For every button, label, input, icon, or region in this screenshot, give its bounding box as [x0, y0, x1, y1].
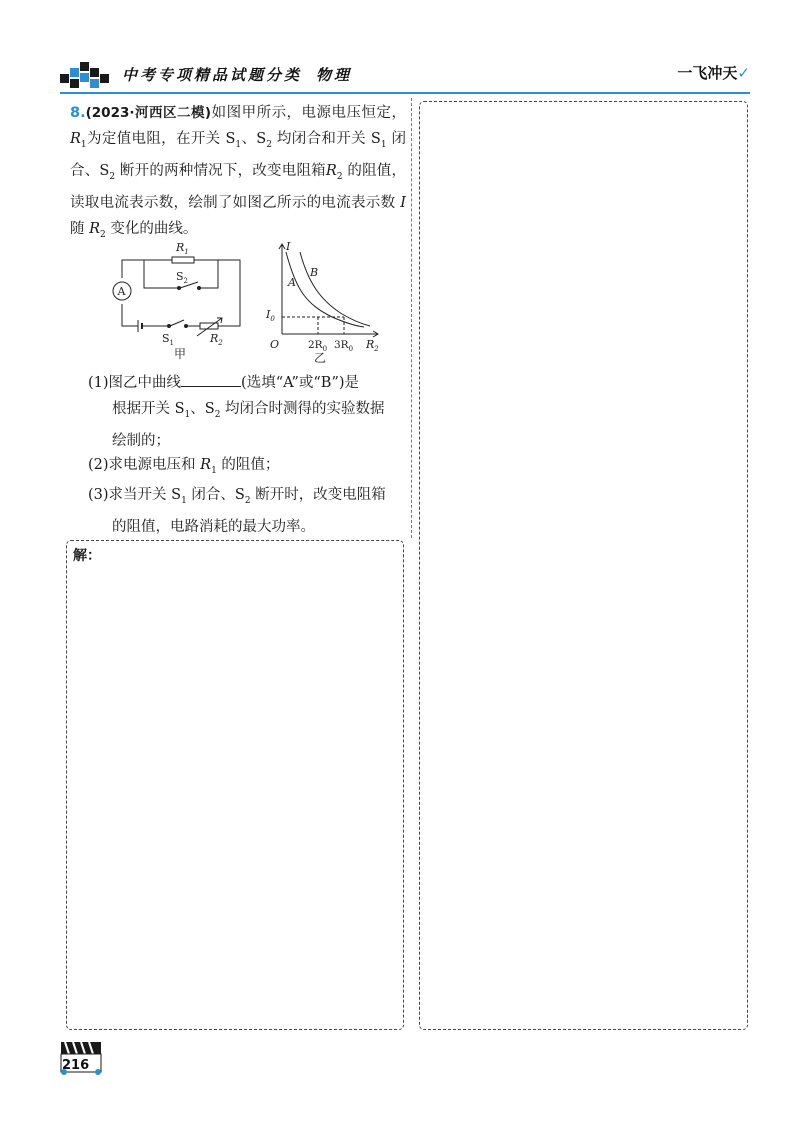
- answer-area[interactable]: [66, 540, 404, 1030]
- book-title: 中考专项精品试题分类 物理: [122, 66, 353, 84]
- r1-resistor-icon: [172, 257, 194, 263]
- answer-blank[interactable]: [181, 372, 241, 387]
- question-source: (2023·河西区二模): [85, 105, 212, 121]
- header-rule: [60, 92, 750, 94]
- s1-switch-icon: [170, 320, 184, 326]
- tick-3r0: $3R_0$: [334, 339, 354, 353]
- origin-label: O: [270, 338, 280, 351]
- i0-label: $I_0$: [266, 308, 275, 323]
- question-stem: 8.(2023·河西区二模)如图甲所示，电源电压恒定，$R_1$为定值电阻，在开关 $S_1$、$S_2$ 均闭合和开关 $S_1$ 闭合、$S_2$ 断开的两种情况下，改变电阻箱$R_2$ 的阻值，读取电流表示数，绘制了如图乙所示的电流表示数 I 随 $R_2$ 变化的曲线。: [70, 105, 407, 240]
- question-8: [70, 100, 406, 248]
- brand-logo: 一飞冲天✓: [677, 64, 750, 82]
- curve-a-label: A: [288, 276, 296, 289]
- r1-label: $R_1$: [176, 241, 189, 256]
- y-axis-label: I: [286, 240, 291, 253]
- subquestion-2: (2)求电源电压和 $R_1$ 的阻值；: [88, 457, 280, 476]
- subject-label: 物理: [316, 66, 353, 84]
- curve-b-label: B: [310, 266, 319, 279]
- x-axis-label: $R_2$: [366, 338, 379, 353]
- figure-a-caption: 甲: [174, 347, 187, 361]
- r2-rheostat-icon: [200, 323, 218, 329]
- subquestion-1: (1)图乙中曲线 (选填“A”或“B”)是 根据开关 $S_1$、$S_2$ 均闭合时测得的实验数据 绘制的；: [88, 370, 406, 454]
- figure-b-caption: 乙: [314, 351, 327, 365]
- subquestion-3: (3)求当开关 $S_1$ 闭合、$S_2$ 断开时，改变电阻箱 的阻值，电路消耗的最大功率。: [88, 487, 386, 535]
- i-r2-graph: [265, 240, 379, 365]
- curve-b: [300, 252, 370, 326]
- column-separator: [411, 98, 412, 538]
- r2-label: $R_2$: [210, 332, 223, 347]
- s1-label: $S_1$: [162, 332, 175, 347]
- right-answer-area[interactable]: [419, 101, 748, 1030]
- answer-label: 解：: [73, 548, 101, 564]
- s2-label: $S_2$: [176, 270, 189, 285]
- curve-a: [286, 252, 364, 327]
- header-squares-icon: [60, 60, 116, 90]
- ammeter-label: A: [117, 285, 126, 298]
- page-header: [60, 58, 750, 92]
- tick-2r0: $2R_0$: [308, 339, 328, 353]
- question-number: 8.: [70, 105, 86, 121]
- figures: [100, 238, 390, 366]
- circuit-diagram: [113, 241, 240, 361]
- page-number: 216: [62, 1058, 90, 1073]
